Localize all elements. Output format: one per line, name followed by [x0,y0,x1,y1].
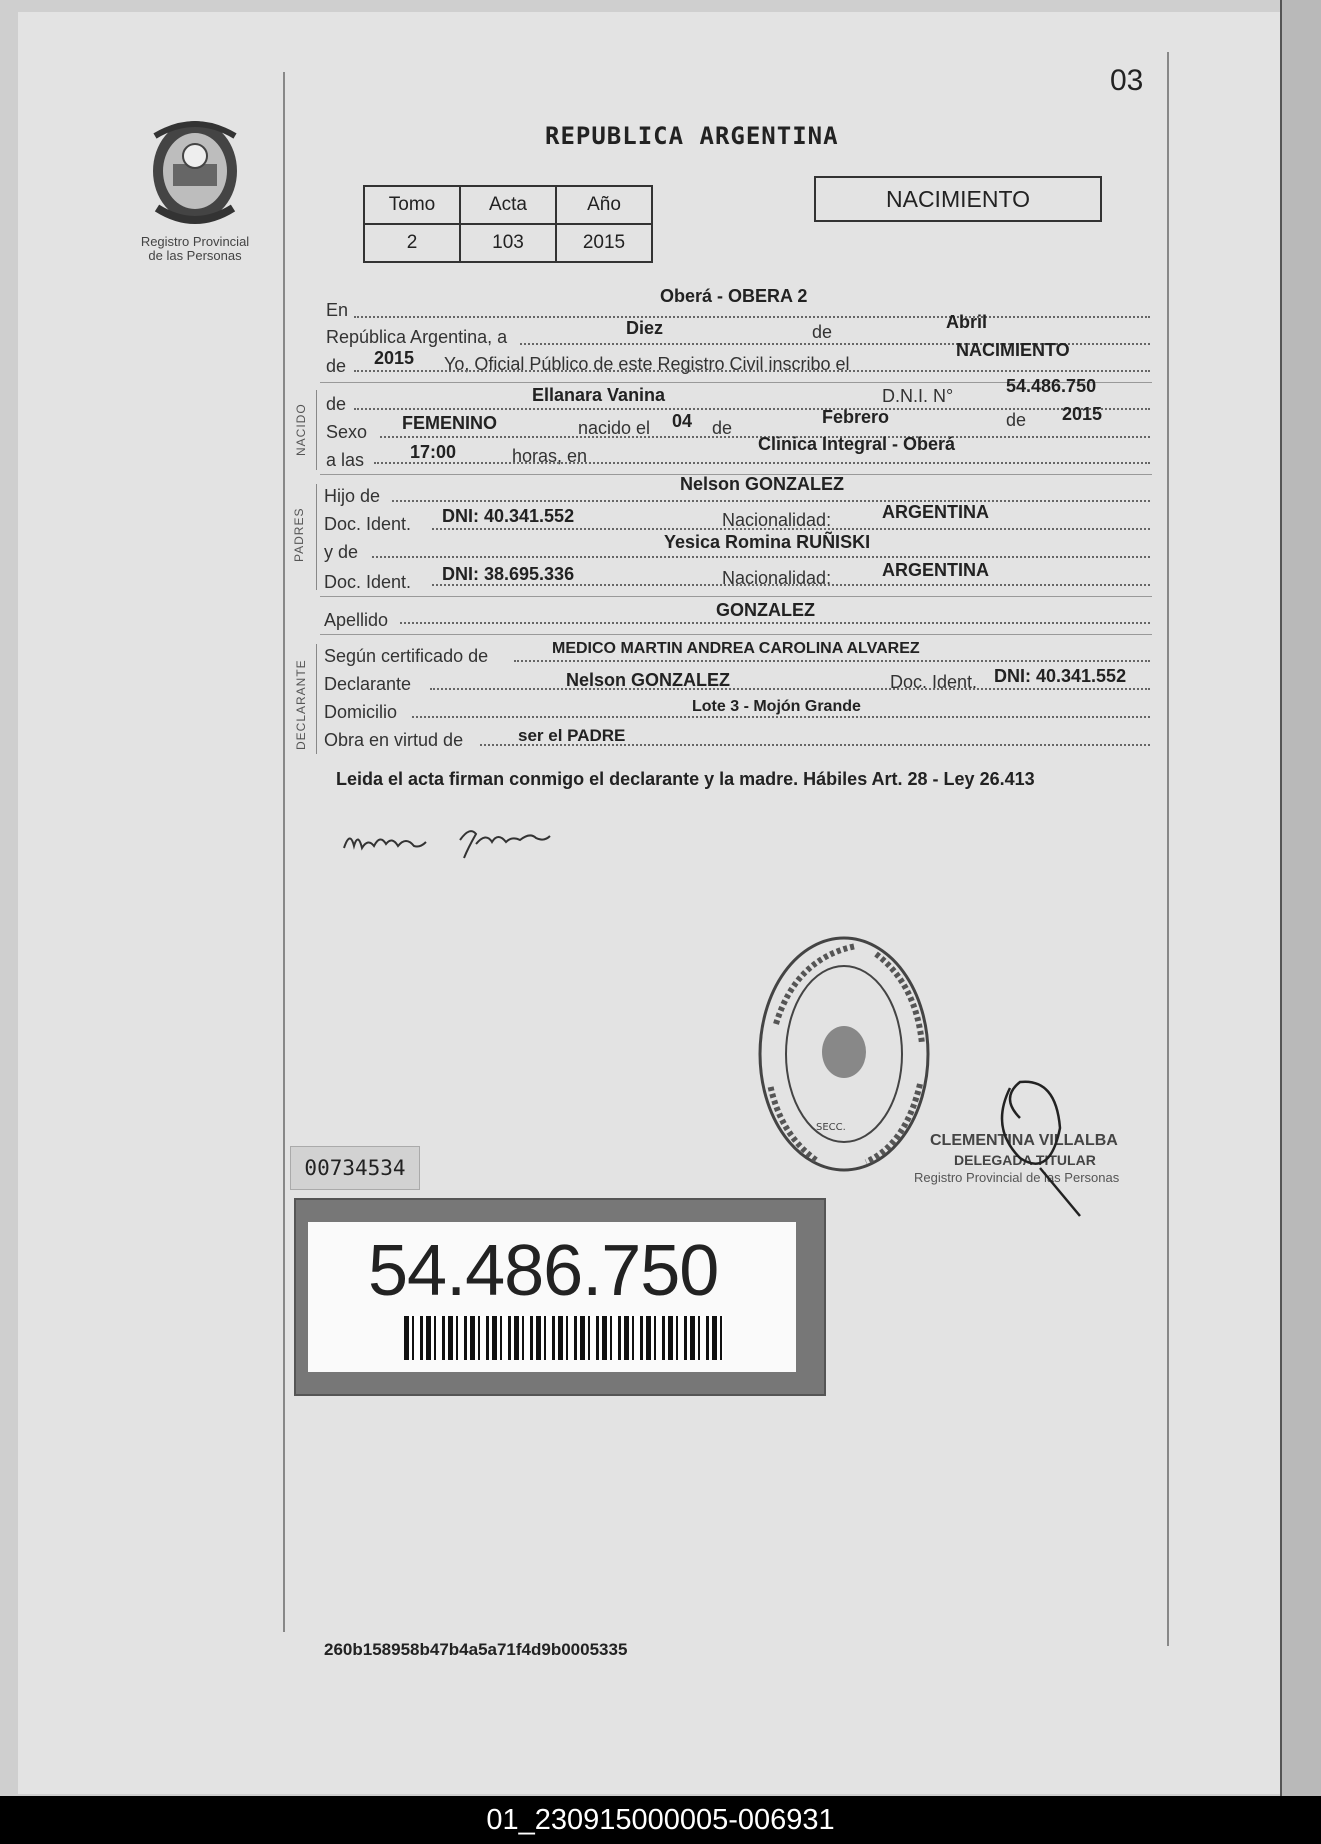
domicilio-label: Domicilio [324,702,398,722]
acta-value: 103 [460,224,556,262]
tomo-header: Tomo [364,186,460,224]
dotted-line [372,556,1150,558]
section-bracket [316,484,317,590]
dotted-line [354,408,1150,410]
dotted-line [354,316,1150,318]
month-value: Abril [946,312,988,332]
doc-label: Doc. Ident. [324,514,412,534]
section-divider [320,634,1152,635]
father-nationality: ARGENTINA [882,502,989,522]
dotted-line [354,370,1150,372]
barcode-image [404,1316,724,1360]
right-margin-rule [1167,52,1169,1646]
dotted-line [374,462,1150,464]
registry-table [363,185,653,263]
sex-value: FEMENINO [402,413,498,433]
section-bracket [316,390,317,470]
address-value: Lote 3 - Mojón Grande [692,698,861,715]
birth-year: 2015 [1062,404,1103,424]
page-edge [1280,0,1321,1800]
anio-header: Año [556,186,652,224]
sticker-label [308,1222,796,1372]
official-signature-image [980,1068,1090,1218]
declarant-doc: DNI: 40.341.552 [994,666,1127,686]
section-label-declarante: DECLARANTE [294,659,308,750]
signature-image [340,818,560,864]
declarant-name: Nelson GONZALEZ [566,670,731,690]
document-page [18,12,1280,1794]
official-name: CLEMENTINA VILLALBA [930,1132,1118,1149]
provincial-logo [140,116,250,263]
mother-nationality: ARGENTINA [882,560,989,580]
de-label: de [712,418,733,438]
doc-label: Doc. Ident. [324,572,412,592]
dotted-line [400,622,1150,624]
act-type-value: NACIMIENTO [956,340,1070,360]
de-label: de [326,356,347,376]
apellido-label: Apellido [324,610,389,630]
nacionalidad-label: Nacionalidad: [722,568,832,588]
file-id-footer: 01_230915000005-006931 [0,1796,1321,1844]
nacionalidad-label: Nacionalidad: [722,510,832,530]
official-org: Registro Provincial de las Personas [914,1170,1120,1185]
father-name: Nelson GONZALEZ [680,474,845,494]
obra-label: Obra en virtud de [324,730,464,750]
misiones-shield-icon [145,116,245,226]
logo-caption [140,235,250,263]
dotted-line [392,500,1150,502]
birth-place: Clinica Integral - Oberá [758,434,956,454]
inscribo-label: Yo, Oficial Público de este Registro Civil inscribo el [444,354,850,374]
doc-label: Doc. Ident. [890,672,978,692]
nacido-label: nacido el [578,418,651,438]
en-label: En [326,300,349,320]
dni-label: D.N.I. N° [882,386,954,406]
mother-doc: DNI: 38.695.336 [442,564,575,584]
logo-caption-line: Registro Provincial [140,234,250,249]
birth-day: 04 [672,411,693,431]
day-value: Diez [626,318,664,338]
dotted-line [514,660,1150,662]
place-value: Oberá - OBERA 2 [660,286,808,306]
dotted-line [480,744,1150,746]
section-divider [320,596,1152,597]
control-number: 00734534 [290,1146,420,1190]
official-role: DELEGADA TITULAR [954,1152,1096,1168]
sexo-label: Sexo [326,422,368,442]
tomo-value: 2 [364,224,460,262]
de-label: de [1006,410,1027,430]
de-label: de [812,322,833,342]
logo-caption-line: de las Personas [148,248,242,263]
dotted-line [412,716,1150,718]
page-number: 03 [1110,64,1144,97]
mother-name: Yesica Romina RUÑISKI [664,532,871,552]
official-seal-image [756,934,932,1174]
document-hash: 260b158958b47b4a5a71f4d9b0005335 [324,1640,628,1659]
certificate-value: MEDICO MARTIN ANDREA CAROLINA ALVAREZ [552,640,920,657]
sticker-dni-number: 54.486.750 [368,1231,719,1311]
horas-label: horas, en [512,446,588,466]
birth-month: Febrero [822,407,890,427]
dotted-line [430,688,1150,690]
left-margin-rule [283,72,285,1632]
dotted-line [432,528,1150,530]
anio-value: 2015 [556,224,652,262]
closing-statement: Leida el acta firman conmigo el declarante y la madre. Hábiles Art. 28 - Ley 26.413 [336,769,1035,789]
reason-value: ser el PADRE [518,726,626,745]
hijo-label: Hijo de [324,486,381,506]
dni-sticker [294,1198,826,1396]
father-doc: DNI: 40.341.552 [442,506,575,526]
birth-time: 17:00 [410,442,457,462]
section-label-padres: PADRES [292,507,306,562]
alas-label: a las [326,450,365,470]
de-label: de [326,394,347,414]
section-label-nacido: NACIDO [294,403,308,456]
declarante-label: Declarante [324,674,412,694]
country-title: REPUBLICA ARGENTINA [545,122,839,150]
yde-label: y de [324,542,359,562]
surname-value: GONZALEZ [716,600,815,620]
section-bracket [316,644,317,754]
child-name: Ellanara Vanina [532,385,666,405]
certificado-label: Según certificado de [324,646,489,666]
child-dni: 54.486.750 [1006,376,1097,396]
svg-text:SECC.: SECC. [816,1122,846,1133]
year-value: 2015 [374,348,415,368]
acta-header: Acta [460,186,556,224]
republica-label: República Argentina, a [326,327,508,347]
dotted-line [432,584,1150,586]
act-type-box: NACIMIENTO [814,176,1102,222]
